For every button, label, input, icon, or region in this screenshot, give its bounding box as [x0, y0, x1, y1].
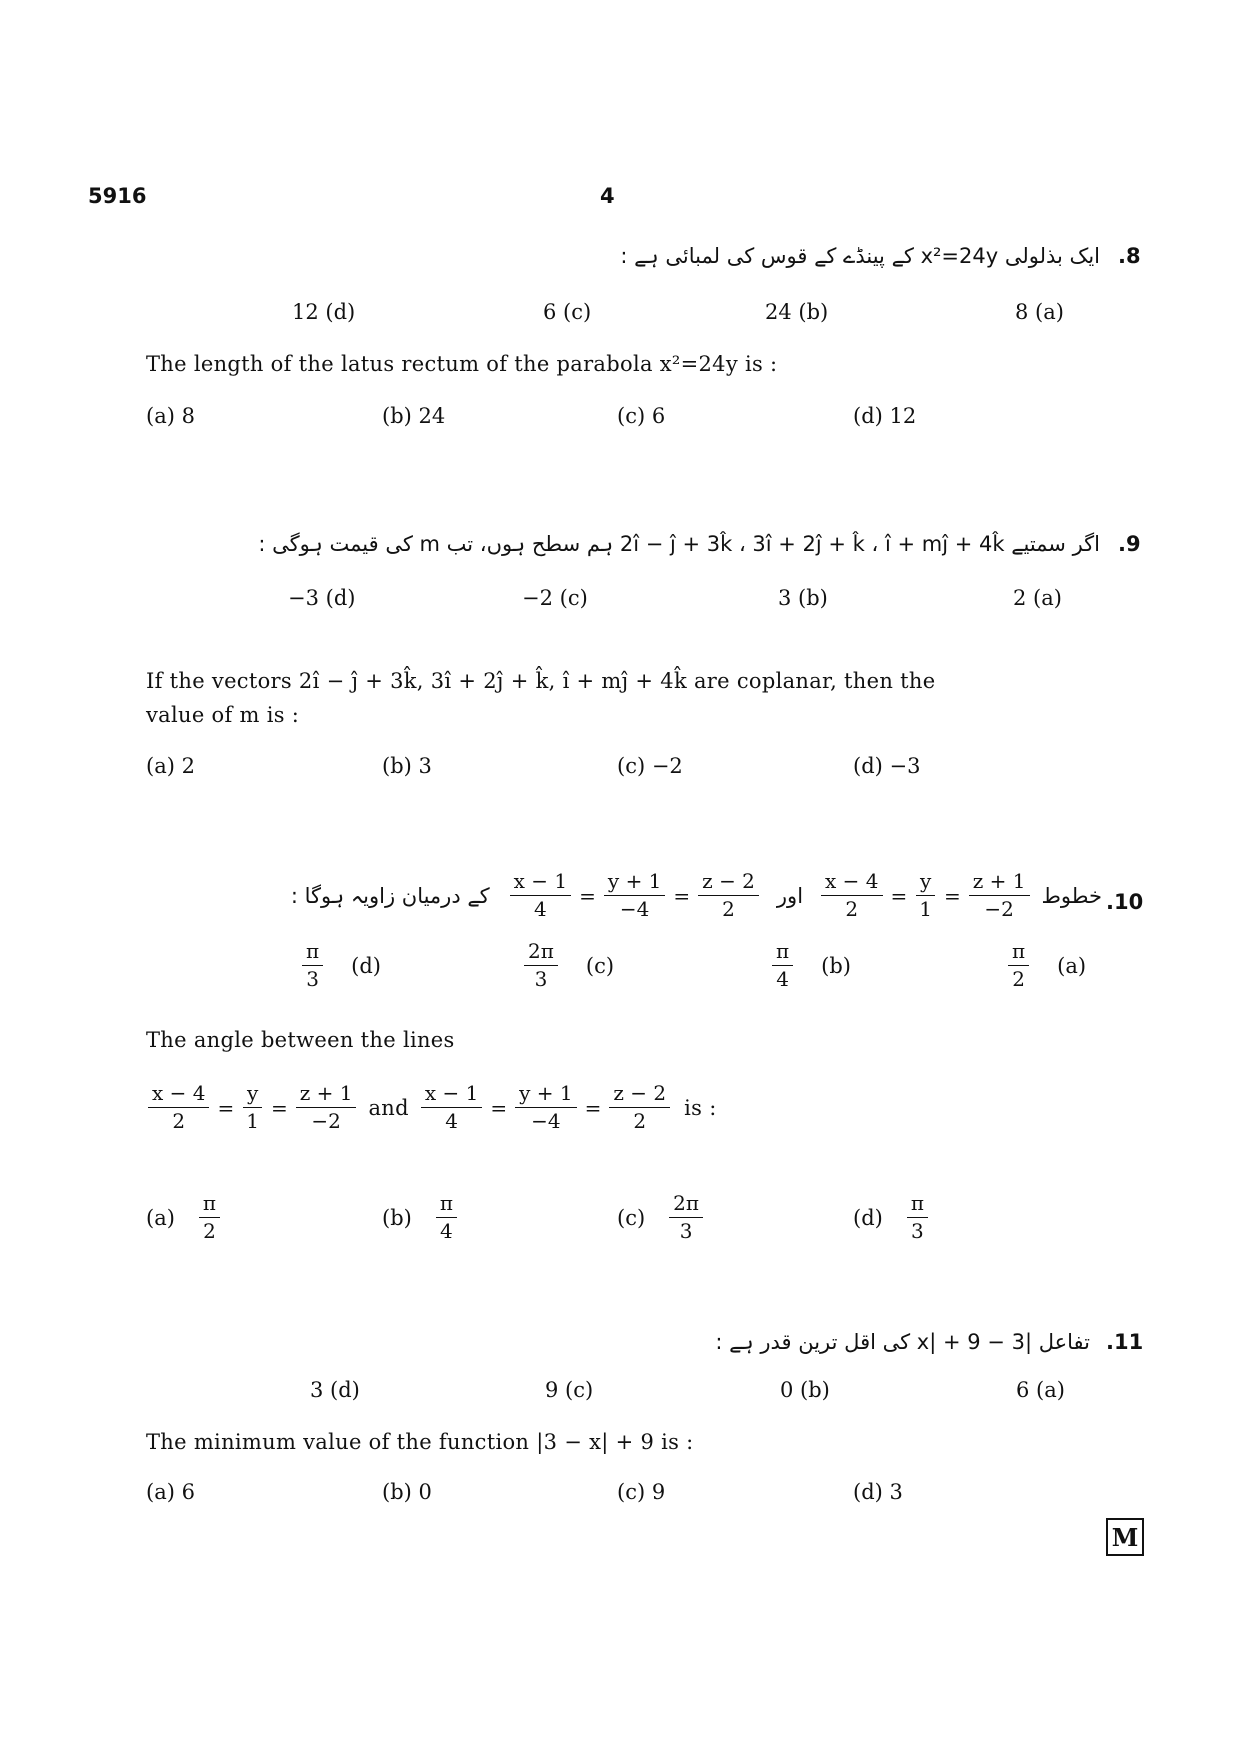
option-label: (c) — [617, 1205, 646, 1230]
q9-option-d: (d) −3 — [853, 754, 921, 778]
and-word: and — [368, 1095, 409, 1120]
q8-option-c: (c) 6 — [617, 404, 666, 428]
option-label: (c) — [585, 953, 615, 978]
page-number: 4 — [600, 184, 615, 208]
q11-option-a: (a) 6 — [146, 1480, 195, 1504]
fraction-denominator: 2 — [722, 897, 735, 921]
fraction-numerator: z + 1 — [969, 870, 1030, 896]
q11-urdu-option-a: 6 (a) — [1016, 1378, 1065, 1402]
fraction-numerator: z + 1 — [296, 1082, 357, 1108]
fraction-numerator: 2π — [669, 1192, 703, 1218]
question-8-urdu: ایک بذلولی x²=24y کے پینڈے کے قوس کی لمبائی ہے : — [620, 244, 1100, 268]
q8-urdu-option-c: 6 (c) — [543, 300, 592, 324]
q10-urdu-and: اور — [776, 883, 804, 908]
q11-option-d: (d) 3 — [853, 1480, 903, 1504]
fraction-numerator: z − 2 — [698, 870, 759, 896]
q8-option-d: (d) 12 — [853, 404, 917, 428]
fraction-numerator: x − 4 — [148, 1082, 209, 1108]
q10-en-fraction — [148, 1082, 209, 1133]
q9-option-a: (a) 2 — [146, 754, 195, 778]
option-fraction — [199, 1192, 220, 1243]
q11-urdu-option-b: 0 (b) — [780, 1378, 830, 1402]
q9-urdu-option-c: −2 (c) — [522, 586, 588, 610]
q10-en-fraction — [296, 1082, 357, 1133]
q9-option-c: (c) −2 — [617, 754, 683, 778]
q10-option-b — [382, 1192, 459, 1243]
option-fraction — [772, 940, 793, 991]
fraction-denominator: 3 — [306, 967, 319, 991]
q10-fraction — [821, 870, 882, 921]
fraction-denominator: 3 — [679, 1219, 693, 1243]
fraction-numerator: x − 1 — [421, 1082, 482, 1108]
option-fraction — [524, 940, 558, 991]
fraction-denominator: 3 — [534, 967, 548, 991]
fraction-denominator: 4 — [776, 967, 789, 991]
q10-fraction — [969, 870, 1030, 921]
fraction-denominator: −2 — [984, 897, 1014, 921]
fraction-numerator: 2π — [524, 940, 558, 966]
fraction-numerator: π — [1008, 940, 1029, 966]
fraction-numerator: π — [199, 1192, 220, 1218]
option-fraction — [302, 940, 323, 991]
question-10-urdu — [291, 870, 1102, 921]
q10-fraction — [698, 870, 759, 921]
question-10-english: The angle between the lines — [146, 1028, 455, 1052]
fraction-denominator: 2 — [203, 1219, 216, 1243]
question-9-english-line-2: value of m is : — [146, 703, 300, 727]
option-label: (a) — [146, 1205, 175, 1230]
q10-urdu-option-d — [300, 940, 381, 991]
fraction-numerator: y — [243, 1082, 262, 1108]
question-9-urdu: اگر سمتیے 2î − ĵ + 3k̂ ، 3î + 2ĵ + k̂ ، î + mĵ + 4k̂ ہم سطح ہوں، تب m کی قیمت ہوگی : — [258, 532, 1100, 556]
q10-option-a — [146, 1192, 222, 1243]
q9-option-b: (b) 3 — [382, 754, 432, 778]
question-8-number: .8 — [1118, 244, 1141, 268]
fraction-numerator: y + 1 — [515, 1082, 577, 1108]
q8-urdu-option-b: 24 (b) — [765, 300, 829, 324]
q10-option-c — [617, 1192, 705, 1243]
q10-urdu-pre: خطوط — [1041, 883, 1102, 908]
fraction-denominator: 2 — [1012, 967, 1025, 991]
q8-option-b: (b) 24 — [382, 404, 446, 428]
paper-code: 5916 — [88, 184, 147, 208]
option-label: (d) — [853, 1205, 883, 1230]
q8-option-a: (a) 8 — [146, 404, 195, 428]
q10-fraction — [510, 870, 571, 921]
equals-sign: = — [584, 1095, 602, 1120]
fraction-numerator: x − 1 — [510, 870, 571, 896]
fraction-denominator: −2 — [311, 1109, 341, 1133]
fraction-denominator: −4 — [531, 1109, 561, 1133]
fraction-numerator: y + 1 — [604, 870, 666, 896]
medium-mark-box: M — [1106, 1518, 1144, 1556]
fraction-denominator: 1 — [919, 897, 933, 921]
equals-sign: = — [270, 1095, 288, 1120]
q8-urdu-option-d: 12 (d) — [292, 300, 356, 324]
q10-en-fraction — [515, 1082, 577, 1133]
equals-sign: = — [579, 883, 596, 908]
q8-urdu-option-a: 8 (a) — [1015, 300, 1064, 324]
fraction-denominator: 4 — [440, 1219, 453, 1243]
option-label: (b) — [821, 953, 851, 978]
question-8-english: The length of the latus rectum of the parabola x²=24y is : — [146, 352, 778, 376]
q10-option-d — [853, 1192, 930, 1243]
fraction-denominator: 1 — [246, 1109, 259, 1133]
q9-urdu-option-d: −3 (d) — [288, 586, 356, 610]
fraction-numerator: π — [907, 1192, 928, 1218]
equals-sign: = — [673, 883, 691, 908]
fraction-denominator: 2 — [172, 1109, 186, 1133]
fraction-denominator: 2 — [633, 1109, 647, 1133]
q10-urdu-option-c — [522, 940, 614, 991]
equals-sign: = — [490, 1095, 508, 1120]
q11-option-b: (b) 0 — [382, 1480, 432, 1504]
fraction-numerator: z − 2 — [609, 1082, 670, 1108]
equals-sign: = — [890, 883, 908, 908]
fraction-numerator: π — [772, 940, 793, 966]
equals-sign: = — [217, 1095, 235, 1120]
q9-urdu-option-b: 3 (b) — [778, 586, 828, 610]
q10-fraction — [915, 870, 936, 921]
option-fraction — [1008, 940, 1029, 991]
fraction-denominator: 3 — [911, 1219, 924, 1243]
question-9-english-line-1: If the vectors 2î − ĵ + 3k̂, 3î + 2ĵ + k̂, î + mĵ + 4k̂ are coplanar, then the — [146, 669, 936, 693]
equals-sign: = — [944, 883, 961, 908]
fraction-numerator: π — [436, 1192, 457, 1218]
q10-en-fraction — [609, 1082, 670, 1133]
question-9-number: .9 — [1118, 532, 1141, 556]
q10-urdu-post: کے درمیان زاویہ ہوگا : — [290, 883, 490, 908]
question-11-english: The minimum value of the function |3 − x| + 9 is : — [146, 1430, 694, 1454]
question-11-urdu: تفاعل |3 − x| + 9 کی اقل ترین قدر ہے : — [715, 1330, 1090, 1354]
q10-urdu-option-a — [1006, 940, 1086, 991]
fraction-denominator: 2 — [845, 897, 859, 921]
is-word: is : — [684, 1095, 717, 1120]
fraction-numerator: y — [916, 870, 935, 896]
option-label: (d) — [351, 953, 381, 978]
fraction-numerator: π — [302, 940, 323, 966]
q10-en-fraction — [242, 1082, 263, 1133]
option-fraction — [907, 1192, 928, 1243]
fraction-denominator: −4 — [619, 897, 650, 921]
fraction-denominator: 4 — [534, 897, 547, 921]
q9-urdu-option-a: 2 (a) — [1013, 586, 1062, 610]
fraction-denominator: 4 — [445, 1109, 458, 1133]
question-10-number: .10 — [1106, 890, 1144, 914]
option-fraction — [669, 1192, 703, 1243]
q11-urdu-option-d: 3 (d) — [310, 1378, 360, 1402]
fraction-numerator: x − 4 — [821, 870, 882, 896]
q10-urdu-option-b — [770, 940, 851, 991]
option-label: (b) — [382, 1205, 412, 1230]
option-label: (a) — [1057, 953, 1087, 978]
question-11-number: .11 — [1106, 1330, 1144, 1354]
option-fraction — [436, 1192, 457, 1243]
q10-fraction — [604, 870, 666, 921]
question-10-english-equations — [146, 1082, 717, 1133]
q10-en-fraction — [421, 1082, 482, 1133]
q11-option-c: (c) 9 — [617, 1480, 666, 1504]
q11-urdu-option-c: 9 (c) — [545, 1378, 594, 1402]
